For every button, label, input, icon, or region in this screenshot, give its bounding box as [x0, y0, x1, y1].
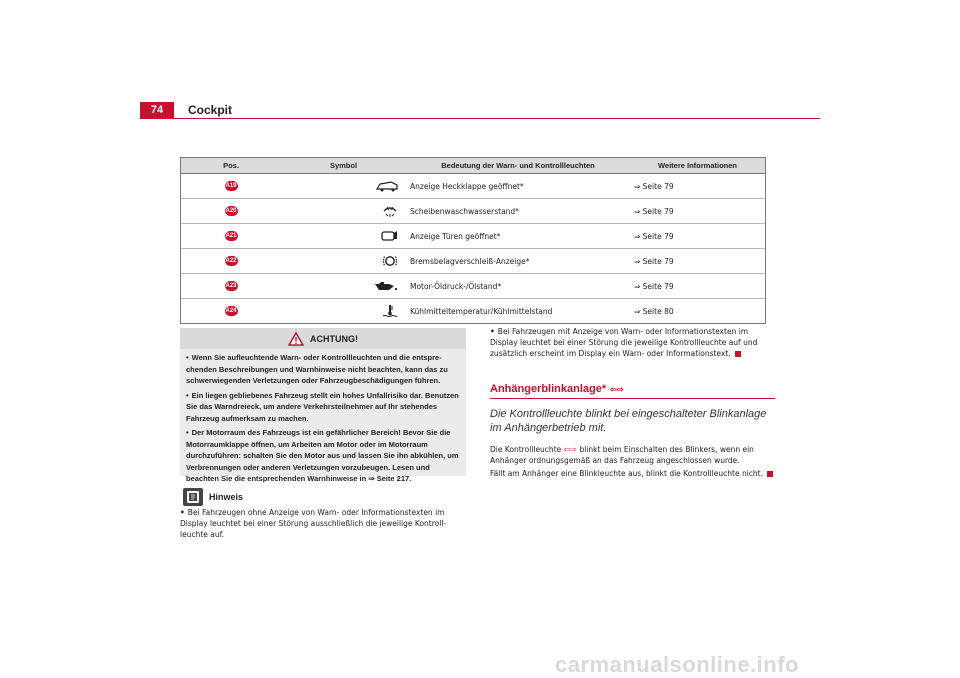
page-number: 74	[140, 102, 174, 119]
table-row	[181, 199, 765, 224]
washer-fluid-icon	[281, 199, 406, 223]
warning-header	[180, 328, 466, 349]
warning-lights-table	[180, 157, 766, 324]
section-paragraph: Fällt am Anhänger eine Blinkleuchte aus, blinkt die Kontrollleuchte nicht.	[490, 468, 775, 479]
section-rule	[490, 398, 775, 399]
warning-triangle-icon	[288, 332, 304, 346]
row-meaning: Motor-Öldruck-/Ölstand*	[410, 281, 502, 291]
trailer-indicator-icon: ⇦⇨	[563, 445, 578, 454]
position-badge: A20	[225, 208, 237, 214]
position-badge: A21	[225, 233, 237, 239]
section-subtitle: Die Kontrollleuchte blinkt bei eingeschalteter Blinkanlage im Anhängerbetrieb mit.	[490, 408, 767, 434]
watermark: carmanualsonline.info	[555, 652, 799, 677]
row-info-link[interactable]: ⇒ Seite 79	[634, 181, 674, 191]
row-meaning: Scheibenwaschwasserstand*	[410, 206, 519, 216]
table-row	[181, 224, 765, 249]
table-header	[181, 158, 765, 174]
row-meaning: Bremsbelagverschleiß-Anzeige*	[410, 256, 530, 266]
section-title: Anhängerblinkanlage* ⇦⇨	[490, 383, 624, 395]
warning-item: • Der Motorraum des Fahrzeugs ist ein gefährlicher Bereich! Bevor Sie die Motorraumklappe öffnen, um Arbeiten am Motor oder im Motorraum durchzuführen: schalten Sie den Motor aus und lassen Sie ihn abkühlen, um Verbrennungen oder anderen Verletzungen vorzubeugen. Lesen und beachten Sie die entsprechenden Warnhinweise in ⇒ Seite 217.	[186, 428, 459, 483]
brake-pad-icon	[281, 249, 406, 273]
note-header	[183, 488, 243, 506]
table-row	[181, 249, 765, 274]
table-row	[181, 174, 765, 199]
oil-can-icon	[281, 274, 406, 298]
row-info-link[interactable]: ⇒ Seite 80	[634, 306, 674, 316]
row-info-link[interactable]: ⇒ Seite 79	[634, 206, 674, 216]
coolant-icon	[281, 299, 406, 323]
position-badge: A23	[225, 283, 237, 289]
section-body	[490, 444, 775, 481]
warning-item: • Ein liegen gebliebenes Fahrzeug stellt ein hohes Unfallrisiko dar. Benutzen Sie das Warndreieck, um andere Verkehrsteilnehmer auf Ihr stehendes Fahrzeug aufmerksam zu machen.	[186, 390, 459, 423]
row-info-link[interactable]: ⇒ Seite 79	[634, 256, 674, 266]
warning-item: • Wenn Sie aufleuchtende Warn- oder Kontrollleuchten und die entspre-chenden Beschreibungen und Warnhinweise nicht beachten, kann das zu schwerwiegenden Verletzungen oder Fahrzeugbeschädigungen führen.	[186, 353, 448, 385]
column-header-pos: Pos.	[223, 161, 239, 170]
row-meaning: Anzeige Heckklappe geöffnet*	[410, 181, 524, 191]
row-meaning: Anzeige Türen geöffnet*	[410, 231, 501, 241]
door-open-icon	[281, 224, 406, 248]
position-badge: A22	[225, 258, 237, 264]
position-badge: A19	[225, 183, 237, 189]
end-marker-icon	[767, 471, 773, 477]
table-row	[181, 299, 765, 323]
warning-title: ACHTUNG!	[310, 333, 358, 344]
row-meaning: Kühlmitteltemperatur/Kühlmittelstand	[410, 306, 553, 316]
tailgate-open-icon	[281, 174, 406, 198]
trailer-indicator-icon: ⇦⇨	[610, 384, 624, 394]
display-info-text: Bei Fahrzeugen mit Anzeige von Warn- oder Informationstexten im Display leuchtet bei einer Störung die jeweilige Kontrollleuchte auf und zusätzlich erscheint im Display ein Warn- oder Informationstext.	[490, 327, 758, 358]
column-header-info: Weitere Informationen	[657, 161, 738, 170]
note-title: Hinweis	[209, 492, 244, 502]
note-body: • Bei Fahrzeugen ohne Anzeige von Warn- oder Informationstexten im Display leuchtet bei einer Störung ausschließlich die jeweilige Kontroll-leuchte auf.	[180, 508, 447, 539]
row-info-link[interactable]: ⇒ Seite 79	[634, 231, 674, 241]
position-badge: A24	[225, 308, 237, 314]
column-header-symbol: Symbol	[329, 161, 358, 170]
display-info-paragraph: • Bei Fahrzeugen mit Anzeige von Warn- oder Informationstexten im Display leuchtet bei einer Störung die jeweilige Kontrollleuchte auf und zusätzlich erscheint im Display ein Warn- oder Informationstext.	[490, 327, 758, 358]
warning-body	[180, 349, 466, 485]
header-rule	[140, 118, 820, 119]
end-marker-icon	[735, 351, 741, 357]
note-icon	[183, 488, 203, 506]
note-text: Bei Fahrzeugen ohne Anzeige von Warn- oder Informationstexten im Display leuchtet bei einer Störung ausschließlich die jeweilige Kontroll-leuchte auf.	[180, 508, 447, 539]
column-header-meaning: Bedeutung der Warn- und Kontrollleuchten	[441, 161, 595, 170]
chapter-title: Cockpit	[188, 103, 233, 117]
row-info-link[interactable]: ⇒ Seite 79	[634, 281, 674, 291]
table-row	[181, 274, 765, 299]
section-paragraph: Die Kontrollleuchte ⇦⇨ blinkt beim Einschalten des Blinkers, wenn ein Anhänger ordnungsgemäß an das Fahrzeug angeschlossen wurde.	[490, 445, 754, 465]
warning-box	[180, 328, 466, 483]
